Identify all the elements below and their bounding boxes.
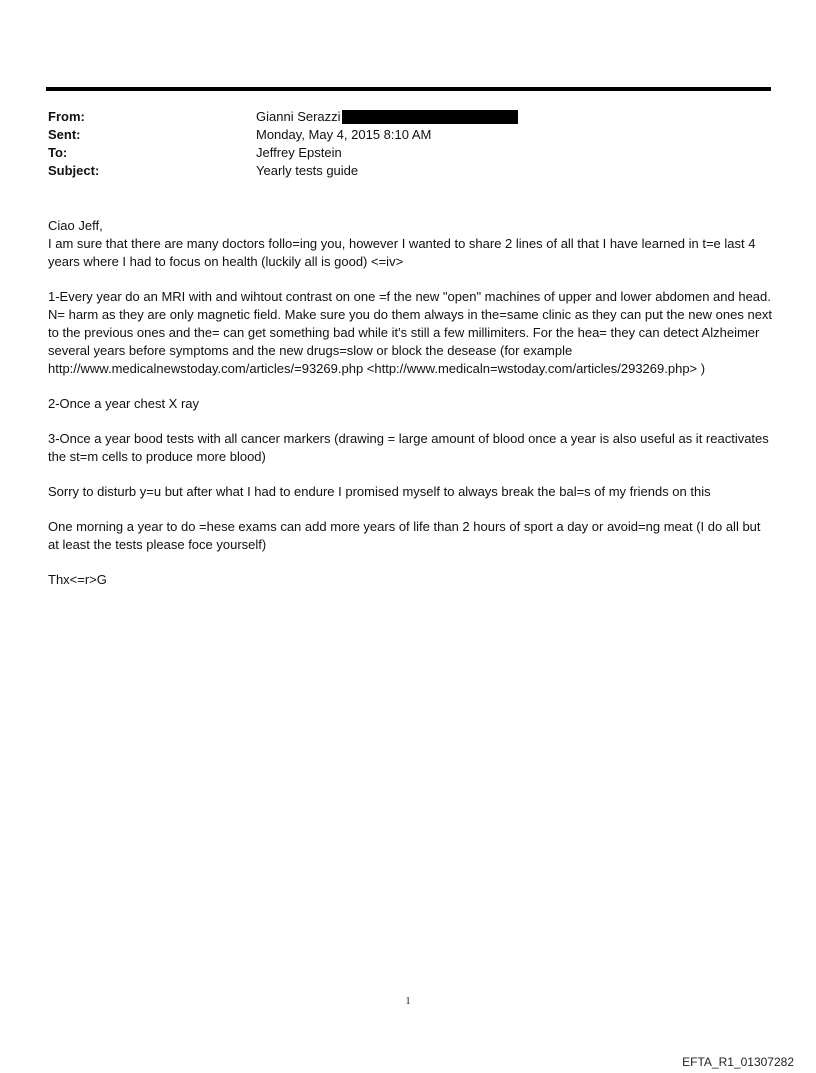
email-header xyxy=(48,108,518,180)
subject-row xyxy=(48,162,518,180)
item-1-paragraph: 1-Every year do an MRI with and wihtout contrast on one =f the new "open" machines of upper and lower abdomen and head. N= harm as they are only magnetic field. Make sure you do them always in the=same clinic as they can put the new ones next to the previous ones and the= can get something bad while it's still a few millimiters. For the hea= they can detect Alzheimer several years before symptoms and the new drugs=slow or block the desease (for example http://www.medicalnewstoday.com/articles/=93269.php <http://www.medicaln=wstoday.com/articles/293269.php> ) xyxy=(48,289,773,376)
subject-label: Subject: xyxy=(48,163,100,178)
page-number: 1 xyxy=(405,996,411,1007)
sent-value: Monday, May 4, 2015 8:10 AM xyxy=(256,127,432,142)
to-row xyxy=(48,144,518,162)
to-value: Jeffrey Epstein xyxy=(256,145,342,160)
signoff: Thx<=r>G xyxy=(48,572,107,587)
item-3-paragraph: 3-Once a year bood tests with all cancer markers (drawing = large amount of blood once a year is also useful as it reactivates the st=m cells to produce more blood) xyxy=(48,431,769,464)
header-divider xyxy=(46,87,771,91)
greeting: Ciao Jeff, xyxy=(48,218,103,233)
from-label: From: xyxy=(48,109,85,124)
sent-label: Sent: xyxy=(48,127,81,142)
subject-value: Yearly tests guide xyxy=(256,163,359,178)
from-row xyxy=(48,108,518,126)
item-2-paragraph: 2-Once a year chest X ray xyxy=(48,396,200,411)
to-label: To: xyxy=(48,145,68,160)
redaction-block xyxy=(342,110,518,124)
from-value: Gianni Serazzi xyxy=(256,109,341,124)
apology-paragraph: Sorry to disturb y=u but after what I had to endure I promised myself to always break the bal=s of my friends on this xyxy=(48,484,711,499)
sent-row xyxy=(48,126,518,144)
email-body xyxy=(48,217,773,606)
intro-paragraph: I am sure that there are many doctors follo=ing you, however I wanted to share 2 lines of all that I have learned in t=e last 4 years where I had to focus on health (luckily all is good) <=iv> xyxy=(48,236,756,269)
closing-paragraph: One morning a year to do =hese exams can add more years of life than 2 hours of sport a day or avoid=ng meat (I do all but at least the tests please foce yourself) xyxy=(48,519,761,552)
document-id: EFTA_R1_01307282 xyxy=(682,1055,794,1069)
from-value-wrap xyxy=(256,108,518,126)
